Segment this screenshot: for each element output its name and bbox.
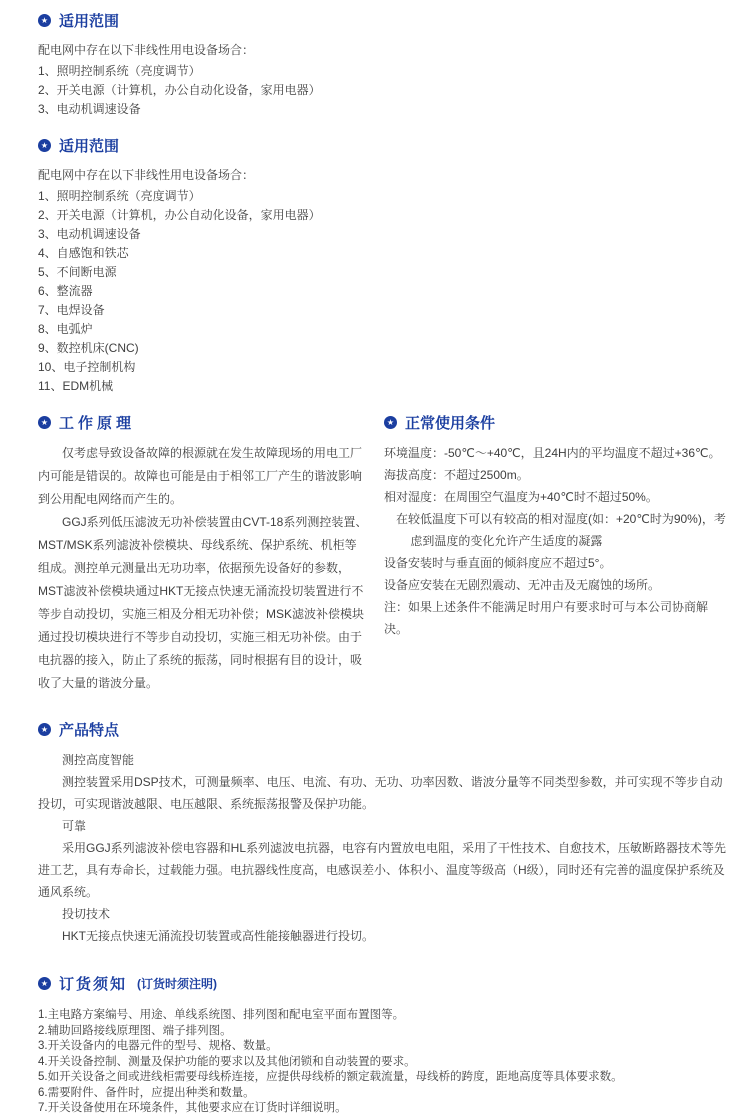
two-column-block [38, 412, 730, 695]
section-header [38, 135, 730, 156]
condition-line: 设备安装时与垂直面的倾斜度应不超过5°。 [384, 556, 612, 570]
list-item: 4、自感饱和铁芯 [38, 246, 129, 260]
section-title: 正常使用条件 [405, 415, 496, 432]
list-item: 4.开关设备控制、测量及保护功能的要求以及其他闭锁和自动装置的要求。 [38, 1055, 416, 1068]
list-item: 3.开关设备内的电器元件的型号、规格、数量。 [38, 1040, 278, 1052]
ordering-list [38, 1008, 730, 1117]
list-item: 5.如开关设备之间或进线柜需要母线桥连接，应提供母线桥的额定载流量，母线桥的跨度，距地高度等具体要求数。 [38, 1071, 623, 1083]
star-badge-icon: ★ [38, 723, 51, 736]
list-item: 10、电子控制机构 [38, 360, 136, 374]
section-header [38, 719, 730, 740]
list-item: 8、电弧炉 [38, 322, 93, 336]
list-item: 2、开关电源（计算机，办公自动化设备，家用电器） [38, 83, 321, 97]
feature-subtitle: 投切技术 [62, 907, 111, 921]
principle-paragraph: GGJ系列低压滤波无功补偿装置由CVT-18系列测控装置、MST/MSK系列滤波补偿模块、母线系统、保护系统、机柜等组成。测控单元测量出无功功率，依据预先设备好的参数，MST滤波补偿模块通过HKT无接点快速无涌流投切装置进行不等步自动投切，实施三相及分相无功补偿；MSK滤波补偿模块通过投切模块进行不等步自动投切，实施三相无功补偿。由于电抗器的接入，防止了系统的振荡，同时根据有目的设计，吸收了大量的谐波分量。 [38, 515, 368, 690]
scope1-list [38, 62, 730, 119]
feature-subtitle: 测控高度智能 [62, 753, 135, 767]
list-item: 3、电动机调速设备 [38, 102, 141, 116]
star-badge-icon: ★ [38, 977, 51, 990]
star-badge-icon: ★ [38, 14, 51, 27]
section-header [38, 10, 730, 31]
section-title: 产品特点 [59, 722, 120, 739]
section-operating-conditions [384, 412, 730, 640]
list-item: 11、EDM机械 [38, 379, 114, 393]
condition-line: 设备应安装在无剧烈震动、无冲击及无腐蚀的场所。 [384, 578, 661, 592]
feature-paragraph: 测控装置采用DSP技术，可测量频率、电压、电流、有功、无功、功率因数、谐波分量等不同类型参数，并可实现不等步自动投切，可实现谐波越限、电压越限、系统振荡报警及保护功能。 [38, 775, 723, 811]
scope1-intro: 配电网中存在以下非线性用电设备场合： [38, 43, 255, 57]
section-title: 工作原理 [59, 415, 136, 432]
list-item: 2、开关电源（计算机，办公自动化设备，家用电器） [38, 208, 321, 222]
list-item: 6、整流器 [38, 284, 93, 298]
principle-paragraph: 仅考虑导致设备故障的根源就在发生故障现场的用电工厂内可能是错误的。故障也可能是由于相邻工厂产生的谐波影响到公用配电网络而产生的。 [38, 446, 363, 506]
list-item: 6.需要附件、备件时，应提出种类和数量。 [38, 1086, 255, 1099]
section-title: 适用范围 [59, 138, 120, 155]
list-item: 3、电动机调速设备 [38, 227, 141, 241]
feature-paragraph: HKT无接点快速无涌流投切装置或高性能接触器进行投切。 [62, 929, 375, 943]
feature-paragraph: 采用GGJ系列滤波补偿电容器和HL系列滤波电抗器，电容有内置放电电阻，采用了干性技术、自愈技术，压敏断路器技术等先进工艺，具有寿命长，过载能力强。电抗器线性度高，电感误差小、体积小、温度等级高（H级），同时还有完善的温度保护系统及通风系统。 [38, 841, 727, 899]
condition-line: 海拔高度：不超过2500m。 [384, 468, 529, 482]
section-title: 适用范围 [59, 13, 120, 30]
section-ordering-notes [38, 973, 730, 1117]
list-item: 5、不间断电源 [38, 265, 117, 279]
section-header [38, 412, 368, 433]
condition-line: 环境温度：-50℃～+40℃，且24H内的平均温度不超过+36℃。 [384, 446, 721, 460]
scope2-list [38, 187, 730, 396]
star-badge-icon: ★ [38, 139, 51, 152]
section-header [384, 412, 730, 433]
feature-subtitle: 可靠 [62, 819, 87, 833]
section-header [38, 973, 730, 994]
star-badge-icon: ★ [384, 416, 397, 429]
section-scope-2 [38, 135, 730, 396]
condition-line: 在较低温度下可以有较高的相对湿度(如：+20℃时为90%)，考虑到温度的变化允许产生适度的凝露 [396, 512, 726, 548]
section-product-features [38, 719, 730, 947]
section-working-principle [38, 412, 368, 695]
list-item: 9、数控机床(CNC) [38, 341, 139, 355]
list-item: 7.开关设备使用在环境条件，其他要求应在订货时详细说明。 [38, 1102, 347, 1114]
scope2-intro: 配电网中存在以下非线性用电设备场合： [38, 168, 255, 182]
star-badge-icon: ★ [38, 416, 51, 429]
section-subtitle: (订货时须注明) [137, 977, 218, 991]
section-scope-1 [38, 10, 730, 119]
condition-line: 相对湿度：在周围空气温度为+40℃时不超过50%。 [384, 490, 658, 504]
list-item: 1、照明控制系统（亮度调节） [38, 64, 201, 78]
section-title: 订货须知 [59, 976, 128, 993]
condition-line: 注：如果上述条件不能满足时用户有要求时可与本公司协商解决。 [384, 600, 709, 636]
list-item: 1.主电路方案编号、用途、单线系统图、排列图和配电室平面布置图等。 [38, 1009, 405, 1021]
list-item: 1、照明控制系统（亮度调节） [38, 189, 201, 203]
list-item: 7、电焊设备 [38, 303, 105, 317]
list-item: 2.辅助回路接线原理图、端子排列图。 [38, 1024, 232, 1037]
